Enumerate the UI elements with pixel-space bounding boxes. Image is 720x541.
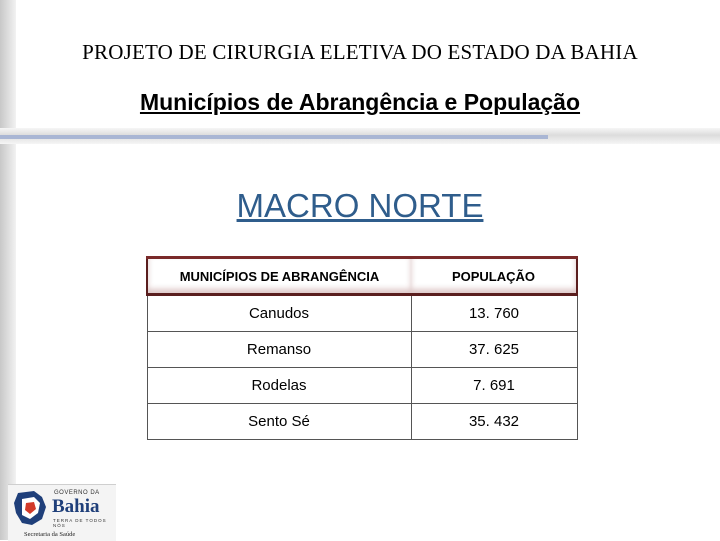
table-row <box>147 368 577 404</box>
logo-governo-text: GOVERNO DA <box>54 490 100 496</box>
slide-subtitle: Municípios de Abrangência e População <box>139 89 581 115</box>
municipalities-table <box>146 256 578 440</box>
accent-line <box>0 135 548 139</box>
table-header-row <box>147 258 577 295</box>
logo-bahia-text: Bahia <box>52 496 100 517</box>
region-heading: MACRO NORTE <box>236 187 484 224</box>
cell-municipio: Rodelas <box>147 368 411 404</box>
cell-populacao: 37. 625 <box>411 332 577 368</box>
table-row <box>147 295 577 332</box>
table-row <box>147 404 577 440</box>
cell-municipio: Sento Sé <box>147 404 411 440</box>
left-decorative-stripe <box>0 0 16 540</box>
logo-secretaria: Secretaria da Saúde <box>24 531 76 538</box>
governo-bahia-logo <box>8 484 116 541</box>
logo-tagline: TERRA DE TODOS NÓS <box>53 518 107 528</box>
slide-title: PROJETO DE CIRURGIA ELETIVA DO ESTADO DA BAHIA <box>82 40 638 64</box>
cell-populacao: 13. 760 <box>411 295 577 332</box>
cell-municipio: Remanso <box>147 332 411 368</box>
header-populacao: POPULAÇÃO <box>411 258 577 295</box>
cell-populacao: 7. 691 <box>411 368 577 404</box>
table-row <box>147 332 577 368</box>
header-municipios: MUNICÍPIOS DE ABRANGÊNCIA <box>147 258 411 295</box>
cell-municipio: Canudos <box>147 295 411 332</box>
cell-populacao: 35. 432 <box>411 404 577 440</box>
bahia-map-icon <box>12 489 50 529</box>
